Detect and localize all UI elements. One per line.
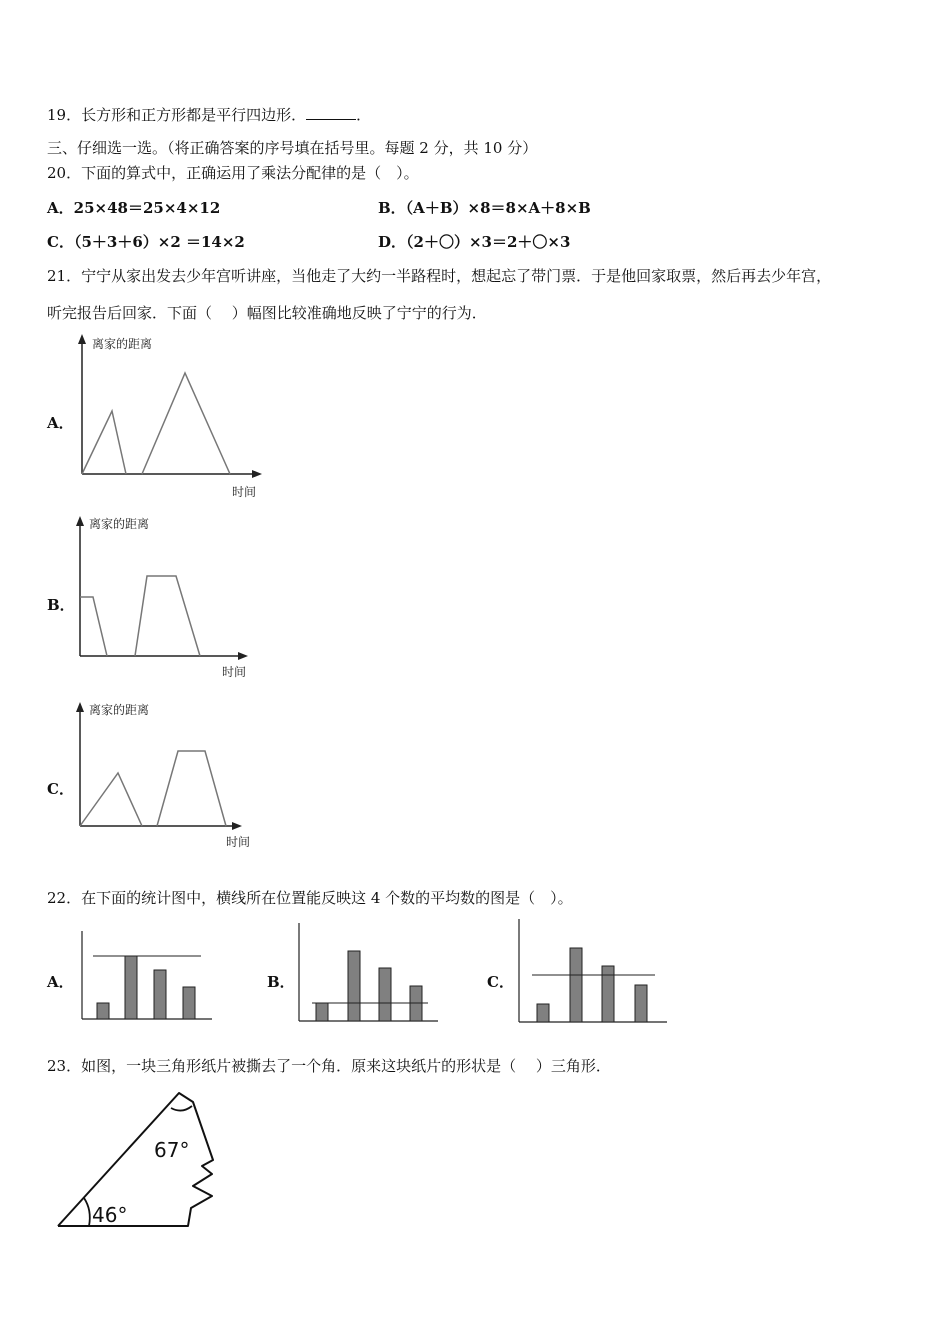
q21-c-x-label: 时间 <box>226 835 251 849</box>
q20-option-b[interactable]: B．（A＋B）×8＝8×A＋8×B <box>378 199 591 217</box>
q21-option-a-label[interactable]: A． <box>47 414 74 432</box>
q21-b-x-label: 时间 <box>222 665 247 679</box>
q23-angle-top-label: 67° <box>154 1138 190 1162</box>
q23-triangle-outline <box>58 1093 213 1226</box>
q21-a-x-label: 时间 <box>232 485 257 499</box>
q23-top-angle-arc <box>171 1106 192 1111</box>
q21-c-y-label: 离家的距离 <box>89 703 150 717</box>
q20-text: 20．下面的算式中，正确运用了乘法分配律的是（ ）。 <box>47 164 419 182</box>
q21-a-y-label: 离家的距离 <box>92 337 153 351</box>
q20-option-d[interactable]: D．（2＋〇）×3＝2＋〇×3 <box>378 233 571 251</box>
q22-text: 22．在下面的统计图中，横线所在位置能反映这 4 个数的平均数的图是（ ）。 <box>47 889 573 907</box>
q23-angle-left-label: 46° <box>92 1203 128 1227</box>
q22-option-c-label[interactable]: C． <box>487 973 514 991</box>
q23-text: 23．如图，一块三角形纸片被撕去了一个角．原来这块纸片的形状是（ ）三角形． <box>47 1057 611 1075</box>
q22-option-b-label[interactable]: B． <box>267 973 295 991</box>
q19-text: 19．长方形和正方形都是平行四边形． <box>47 106 307 124</box>
q23-triangle-shape <box>58 1093 213 1227</box>
q19-end: ． <box>356 106 372 124</box>
q21-text-line2: 听完报告后回家．下面（ ）幅图比较准确地反映了宁宁的行为． <box>47 304 487 322</box>
q21-text-line1: 21．宁宁从家出发去少年宫听讲座，当他走了大约一半路程时，想起忘了带门票．于是他回家取票，然后再去少年宫， <box>47 267 832 285</box>
q23-left-angle-arc <box>84 1198 90 1226</box>
q20-option-c[interactable]: C．（5＋3＋6）×2 ＝14×2 <box>47 233 245 251</box>
q21-option-c-label[interactable]: C． <box>47 780 74 798</box>
q20-option-a[interactable]: A．25×48＝25×4×12 <box>47 199 221 217</box>
q21-option-b-label[interactable]: B． <box>47 596 75 614</box>
q21-b-y-label: 离家的距离 <box>89 517 150 531</box>
q22-option-a-label[interactable]: A． <box>47 973 74 991</box>
section3-title: 三、仔细选一选。（将正确答案的序号填在括号里。每题 2 分，共 10 分） <box>47 139 538 157</box>
